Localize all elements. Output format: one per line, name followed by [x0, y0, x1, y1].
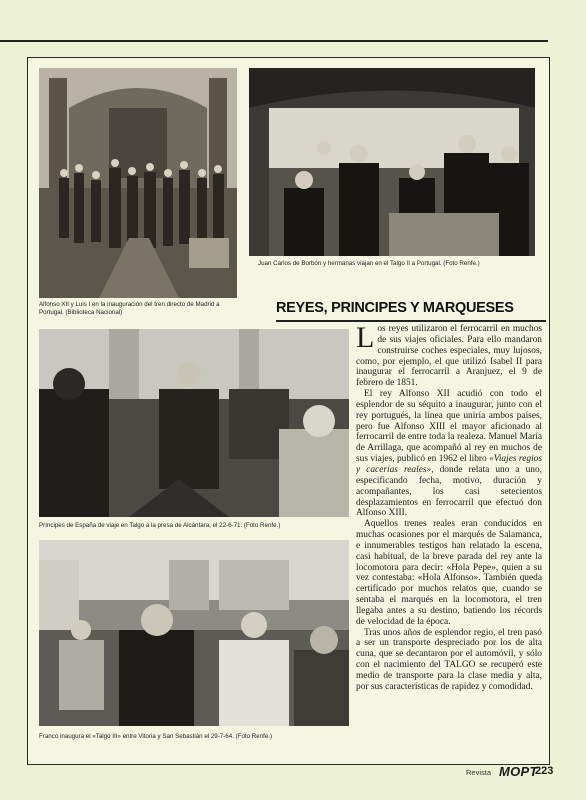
footer-label: Revista [466, 768, 492, 777]
paragraph-2: El rey Alfonso XII acudió con todo el esplendor de su séquito a inaugurar, junto con el rey portugués, la línea que uniría ambos países, pero fue Alfonso XIII el mayor aficionado al ferrocarril de entre toda la realeza. Manuel María de Arrillaga, que acompañó al rey en muchos de sus viajes, publicó en 1962 el libro «Viajes regios y cacerías reales», donde relata uno a uno, especificando fecha, motivo, duración y acompañantes, los casi setecientos desplazamientos en ferrocarril que efectuó don Alfonso XIII. [356, 389, 542, 519]
caption-inauguration: Alfonso XII y Luis I en la inauguración del tren directo de Madrid a Portugal. (Biblioteca Nacional) [39, 301, 220, 316]
photo-principes [39, 329, 349, 517]
caption-talgo-ii: Juan Carlos de Borbón y hermanas viajan en el Talgo II a Portugal. (Foto Renfe.) [258, 260, 480, 267]
photo-inauguration [39, 68, 237, 298]
paragraph-1: Los reyes utilizaron el ferrocarril en muchos de sus viajes oficiales. Para ello mandaron construirse coches especiales, muy lujosos, como, por ejemplo, el que utilizó Isabel II para inaugurar el ferrocarril a Aranjuez, el 9 de febrero de 1851. [356, 324, 542, 389]
book-title: «Viajes regios y cacerías reales» [356, 454, 542, 475]
paragraph-3: Aquellos trenes reales eran conducidos en muchas ocasiones por el marqués de Salamanca, e innumerables testigos han relatado la escena, casi habitual, de la breve parada del rey ante la locomotora para decir: «Hola Pepe», quien a su vez contestaba: «Hola Alfonso». También queda certificado por muchos relatos que, cuando se sentaba el marqués en la locomotora, el tren llegaba antes a su destino, batiendo los récords de velocidad de la época. [356, 519, 542, 627]
caption-franco: Franco inaugura el «Talgo III» entre Vitoria y San Sebastián el 29-7-64. (Foto Renfe.) [39, 733, 273, 740]
photo-franco [39, 540, 349, 726]
footer-brand: MOPT [499, 764, 538, 779]
top-rule [0, 40, 548, 42]
dropcap: L [356, 324, 375, 354]
article-title: REYES, PRINCIPES Y MARQUESES [276, 300, 514, 316]
page-number: 223 [535, 765, 554, 777]
paragraph-4: Tras unos años de esplendor regio, el tren pasó a ser un transporte despreciado por los de alta cuna, que se decantaron por el automóvil, y sólo con el nacimiento del TALGO se recuperó este medio de transporte para la clase media y alta, por sus características de rapidez y comodidad. [356, 627, 542, 692]
photo-talgo-ii [249, 68, 535, 256]
article-body [356, 324, 542, 749]
caption-principes: Príncipes de España de viaje en Talgo a la presa de Alcántara, el 22-6-71. (Foto Renfe.) [39, 522, 281, 529]
title-rule [276, 320, 546, 322]
